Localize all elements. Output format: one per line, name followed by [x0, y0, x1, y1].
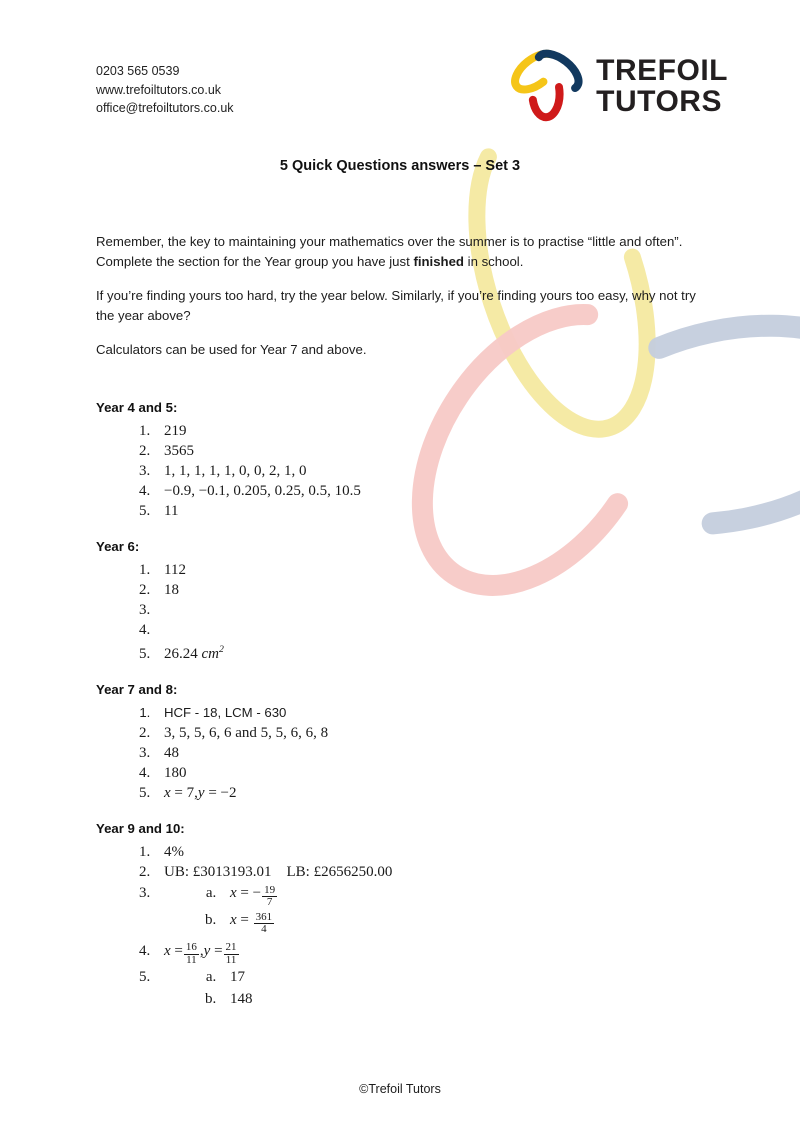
y78-y-eq: =	[208, 785, 217, 801]
y78-y-label: y	[197, 785, 205, 801]
section-year-7-and-8	[96, 682, 704, 803]
contact-website: www.trefoiltutors.co.uk	[96, 82, 222, 97]
y78-x-val: 7,	[186, 785, 198, 801]
y910-3a-numerator: 19	[264, 883, 276, 896]
trefoil-logo	[506, 44, 728, 128]
y78-y-val: −2	[220, 785, 237, 801]
logo-wordmark-line2: TUTORS	[596, 85, 722, 118]
list-item	[154, 600, 704, 620]
answer-list-year-9-and-10	[96, 842, 704, 1010]
section-title-year-6: Year 6:	[96, 539, 140, 554]
y910-3b-fraction	[254, 912, 275, 936]
document-content	[96, 150, 704, 1010]
y910-3a-fraction	[262, 885, 277, 909]
list-item	[220, 882, 704, 909]
sub-list-year-9-item-5	[164, 966, 704, 1010]
list-item	[154, 966, 704, 1010]
intro-p1-bold: finished	[413, 254, 464, 269]
list-item: 4. 180	[154, 763, 704, 783]
y910-4-y-fraction	[224, 942, 239, 966]
list-item: 1. 219	[154, 421, 704, 441]
y910-3a-denominator: 7	[262, 896, 277, 909]
answer-list-year-7-and-8	[96, 703, 704, 803]
y910-lower-bound: LB: £2656250.00	[286, 864, 393, 880]
section-year-4-and-5	[96, 400, 704, 521]
list-item	[154, 882, 704, 936]
y78-x-eq: =	[174, 785, 183, 801]
answer-list-year-4-and-5	[96, 421, 704, 521]
sub-list-year-9-item-3	[164, 882, 704, 936]
y910-4-y-eq: =	[214, 942, 223, 959]
y910-3b-eq: =	[240, 911, 249, 928]
intro-p1-after: in school.	[464, 254, 524, 269]
intro-paragraph-1	[96, 232, 704, 272]
list-item	[154, 640, 704, 664]
year6-item5-power: 2	[219, 644, 224, 655]
intro-paragraph-3: Calculators can be used for Year 7 and above.	[96, 342, 367, 357]
list-item	[154, 936, 704, 967]
section-title-year-7-and-8: Year 7 and 8:	[96, 682, 178, 697]
y910-4-separator: ,	[199, 942, 204, 959]
y910-4-x-eq: =	[174, 942, 183, 959]
list-item	[220, 909, 704, 936]
intro-paragraph-2: If you’re finding yours too hard, try the year below. Similarly, if you’re finding yours too easy, why not try the year above?	[96, 288, 696, 323]
year6-item5-value: 26.24	[164, 646, 198, 662]
y910-3b-label: x	[230, 911, 237, 928]
y910-4-y-label: y	[203, 942, 211, 959]
intro-block	[96, 232, 704, 360]
y910-4-x-denominator: 11	[184, 954, 199, 967]
list-item: 1. HCF - 18, LCM - 630	[154, 703, 704, 723]
y910-4-x-fraction	[184, 942, 199, 966]
list-item: 2. 3565	[154, 441, 704, 461]
y910-4-y-numerator: 21	[225, 941, 237, 954]
list-item: 4. −0.9, −0.1, 0.205, 0.25, 0.5, 10.5	[154, 481, 704, 501]
list-item	[154, 862, 704, 882]
logo-wordmark-line1: TREFOIL	[596, 54, 728, 87]
y910-3b-numerator: 361	[255, 910, 273, 923]
section-year-6	[96, 539, 704, 664]
list-item	[154, 783, 704, 803]
section-year-9-and-10	[96, 821, 704, 1010]
y910-upper-bound: UB: £3013193.01	[164, 864, 272, 880]
logo-wordmark	[596, 55, 728, 117]
list-item: 1. 4%	[154, 842, 704, 862]
trefoil-logo-icon	[506, 44, 586, 128]
list-item: a. 5. 17	[220, 966, 704, 988]
page-header	[0, 0, 800, 150]
y78-x-label: x	[164, 785, 171, 801]
list-item: 3. 1, 1, 1, 1, 1, 0, 0, 2, 1, 0	[154, 461, 704, 481]
y910-3a-label: x	[230, 885, 237, 901]
list-item: 2. 18	[154, 580, 704, 600]
list-item: 1. 112	[154, 560, 704, 580]
intro-p1-before: Remember, the key to maintaining your mathematics over the summer is to practise “little and often”. Complete the section for the Year group you have just	[96, 234, 683, 269]
answer-list-year-6	[96, 560, 704, 664]
contact-email: office@trefoiltutors.co.uk	[96, 101, 234, 115]
y910-3a-sign: −	[252, 885, 262, 901]
y910-4-y-denominator: 11	[224, 954, 239, 967]
list-item: 3. 48	[154, 743, 704, 763]
footer-copyright: ©Trefoil Tutors	[359, 1082, 441, 1096]
list-item: 5. 11	[154, 501, 704, 521]
year6-item5-unit: cm	[201, 646, 219, 662]
y910-3a-eq: =	[240, 885, 249, 901]
section-title-year-4-and-5: Year 4 and 5:	[96, 400, 178, 415]
contact-details	[96, 62, 234, 118]
y910-4-x-label: x	[164, 942, 171, 959]
section-title-year-9-and-10: Year 9 and 10:	[96, 821, 185, 836]
list-item	[154, 620, 704, 640]
list-item: 2. 3, 5, 5, 6, 6 and 5, 5, 6, 6, 8	[154, 723, 704, 743]
contact-phone: 0203 565 0539	[96, 64, 180, 78]
list-item: b. 148	[220, 988, 704, 1010]
page-title: 5 Quick Questions answers – Set 3	[279, 158, 521, 174]
y910-4-x-numerator: 16	[185, 941, 197, 954]
y910-3b-denominator: 4	[254, 923, 275, 936]
page-footer	[0, 1082, 800, 1096]
